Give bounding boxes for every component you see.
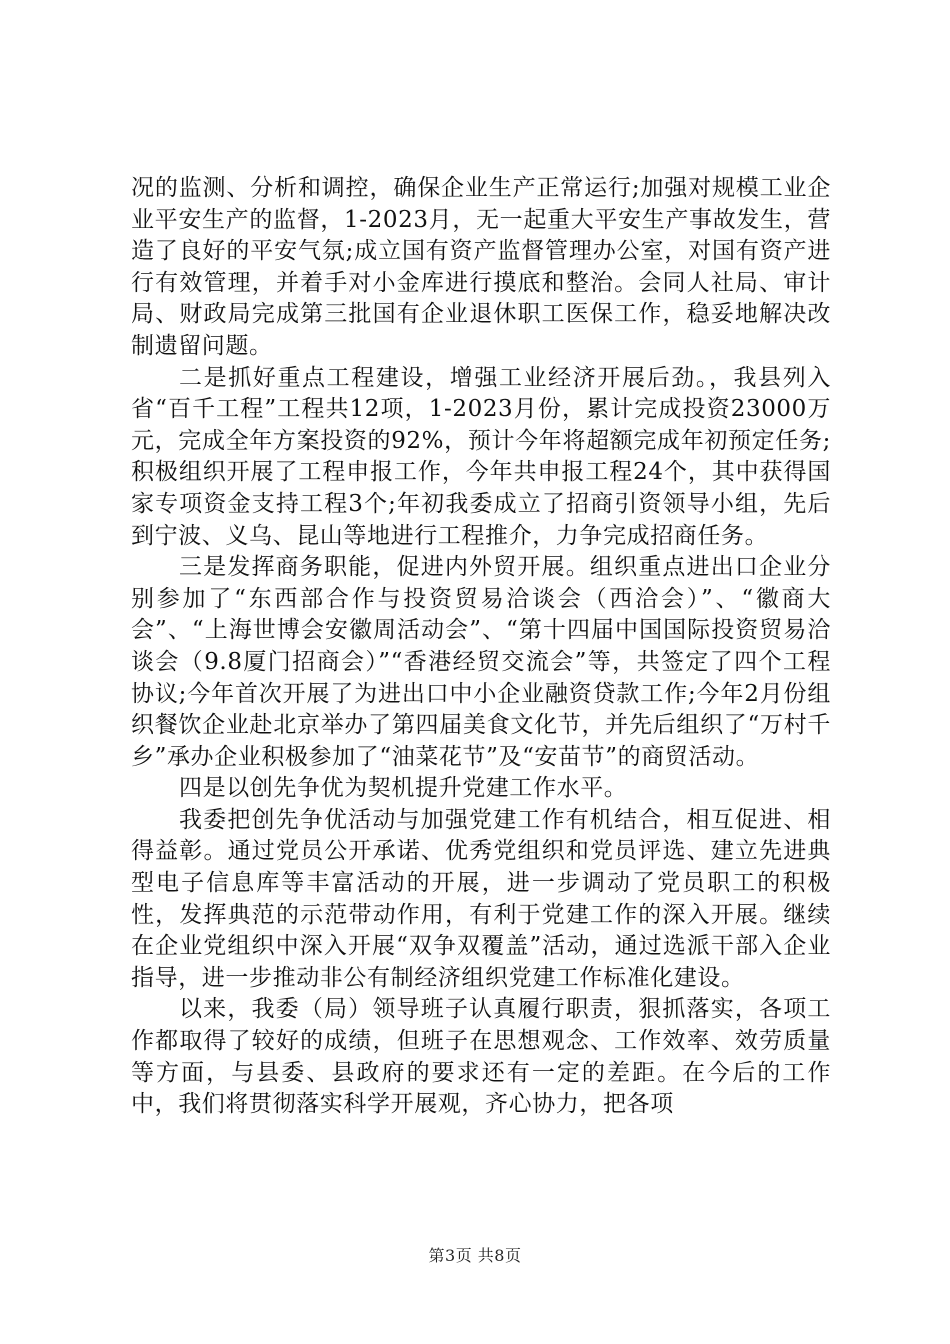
paragraph-key-projects: 二是抓好重点工程建设，增强工业经济开展后劲。，我县列入省“百千工程”工程共12项，1-2023月份，累计完成投资23000万元，完成全年方案投资的92%，预计今年将超额完成年初预定任务;积极组织开展了工程申报工作，今年共申报工程24个，其中获得国家专项资金支持工程3个;年初我委成立了招商引资领导小组，先后到宁波、义乌、昆山等地进行工程推介，力争完成招商任务。 — [131, 364, 831, 549]
paragraph-continuation: 况的监测、分析和调控，确保企业生产正常运行;加强对规模工业企业平安生产的监督，1-2023月，无一起重大平安生产事故发生，营造了良好的平安气氛;成立国有资产监督管理办公室，对国有资产进行有效管理，并着手对小金库进行摸底和整治。会同人社局、审计局、财政局完成第三批国有企业退休职工医保工作，稳妥地解决改制遗留问题。 — [131, 175, 831, 359]
document-body — [131, 173, 831, 1121]
paragraph-party-building-heading: 四是以创先争优为契机提升党建工作水平。 — [179, 775, 628, 802]
paragraph-summary: 以来，我委（局）领导班子认真履行职责，狠抓落实，各项工作都取得了较好的成绩，但班子在思想观念、工作效率、效劳质量等方面，与县委、县政府的要求还有一定的差距。在今后的工作中，我们将贯彻落实科学开展观，齐心协力，把各项 — [131, 996, 831, 1118]
paragraph-party-building: 我委把创先争优活动与加强党建工作有机结合，相互促进、相得益彰。通过党员公开承诺、优秀党组织和党员评选、建立先进典型电子信息库等丰富活动的开展，进一步调动了党员职工的积极性，发挥典范的示范带动作用，有利于党建工作的深入开展。继续在企业党组织中深入开展“双争双覆盖”活动，通过选派干部入企业指导，进一步推动非公有制经济组织党建工作标准化建设。 — [131, 806, 831, 991]
paragraph-commerce: 三是发挥商务职能，促进内外贸开展。组织重点进出口企业分别参加了“东西部合作与投资贸易洽谈会（西洽会）”、“徽商大会”、“上海世博会安徽周活动会”、“第十四届中国国际投资贸易洽谈会（9.8厦门招商会）”“香港经贸交流会”等，共签定了四个工程协议;今年首次开展了为进出口中小企业融资贷款工作;今年2月份组织餐饮企业赴北京举办了第四届美食文化节，并先后组织了“万村千乡”承办企业积极参加了“油菜花节”及“安苗节”的商贸活动。 — [131, 554, 831, 770]
page-footer: 第3页 共8页 — [428, 1246, 522, 1265]
